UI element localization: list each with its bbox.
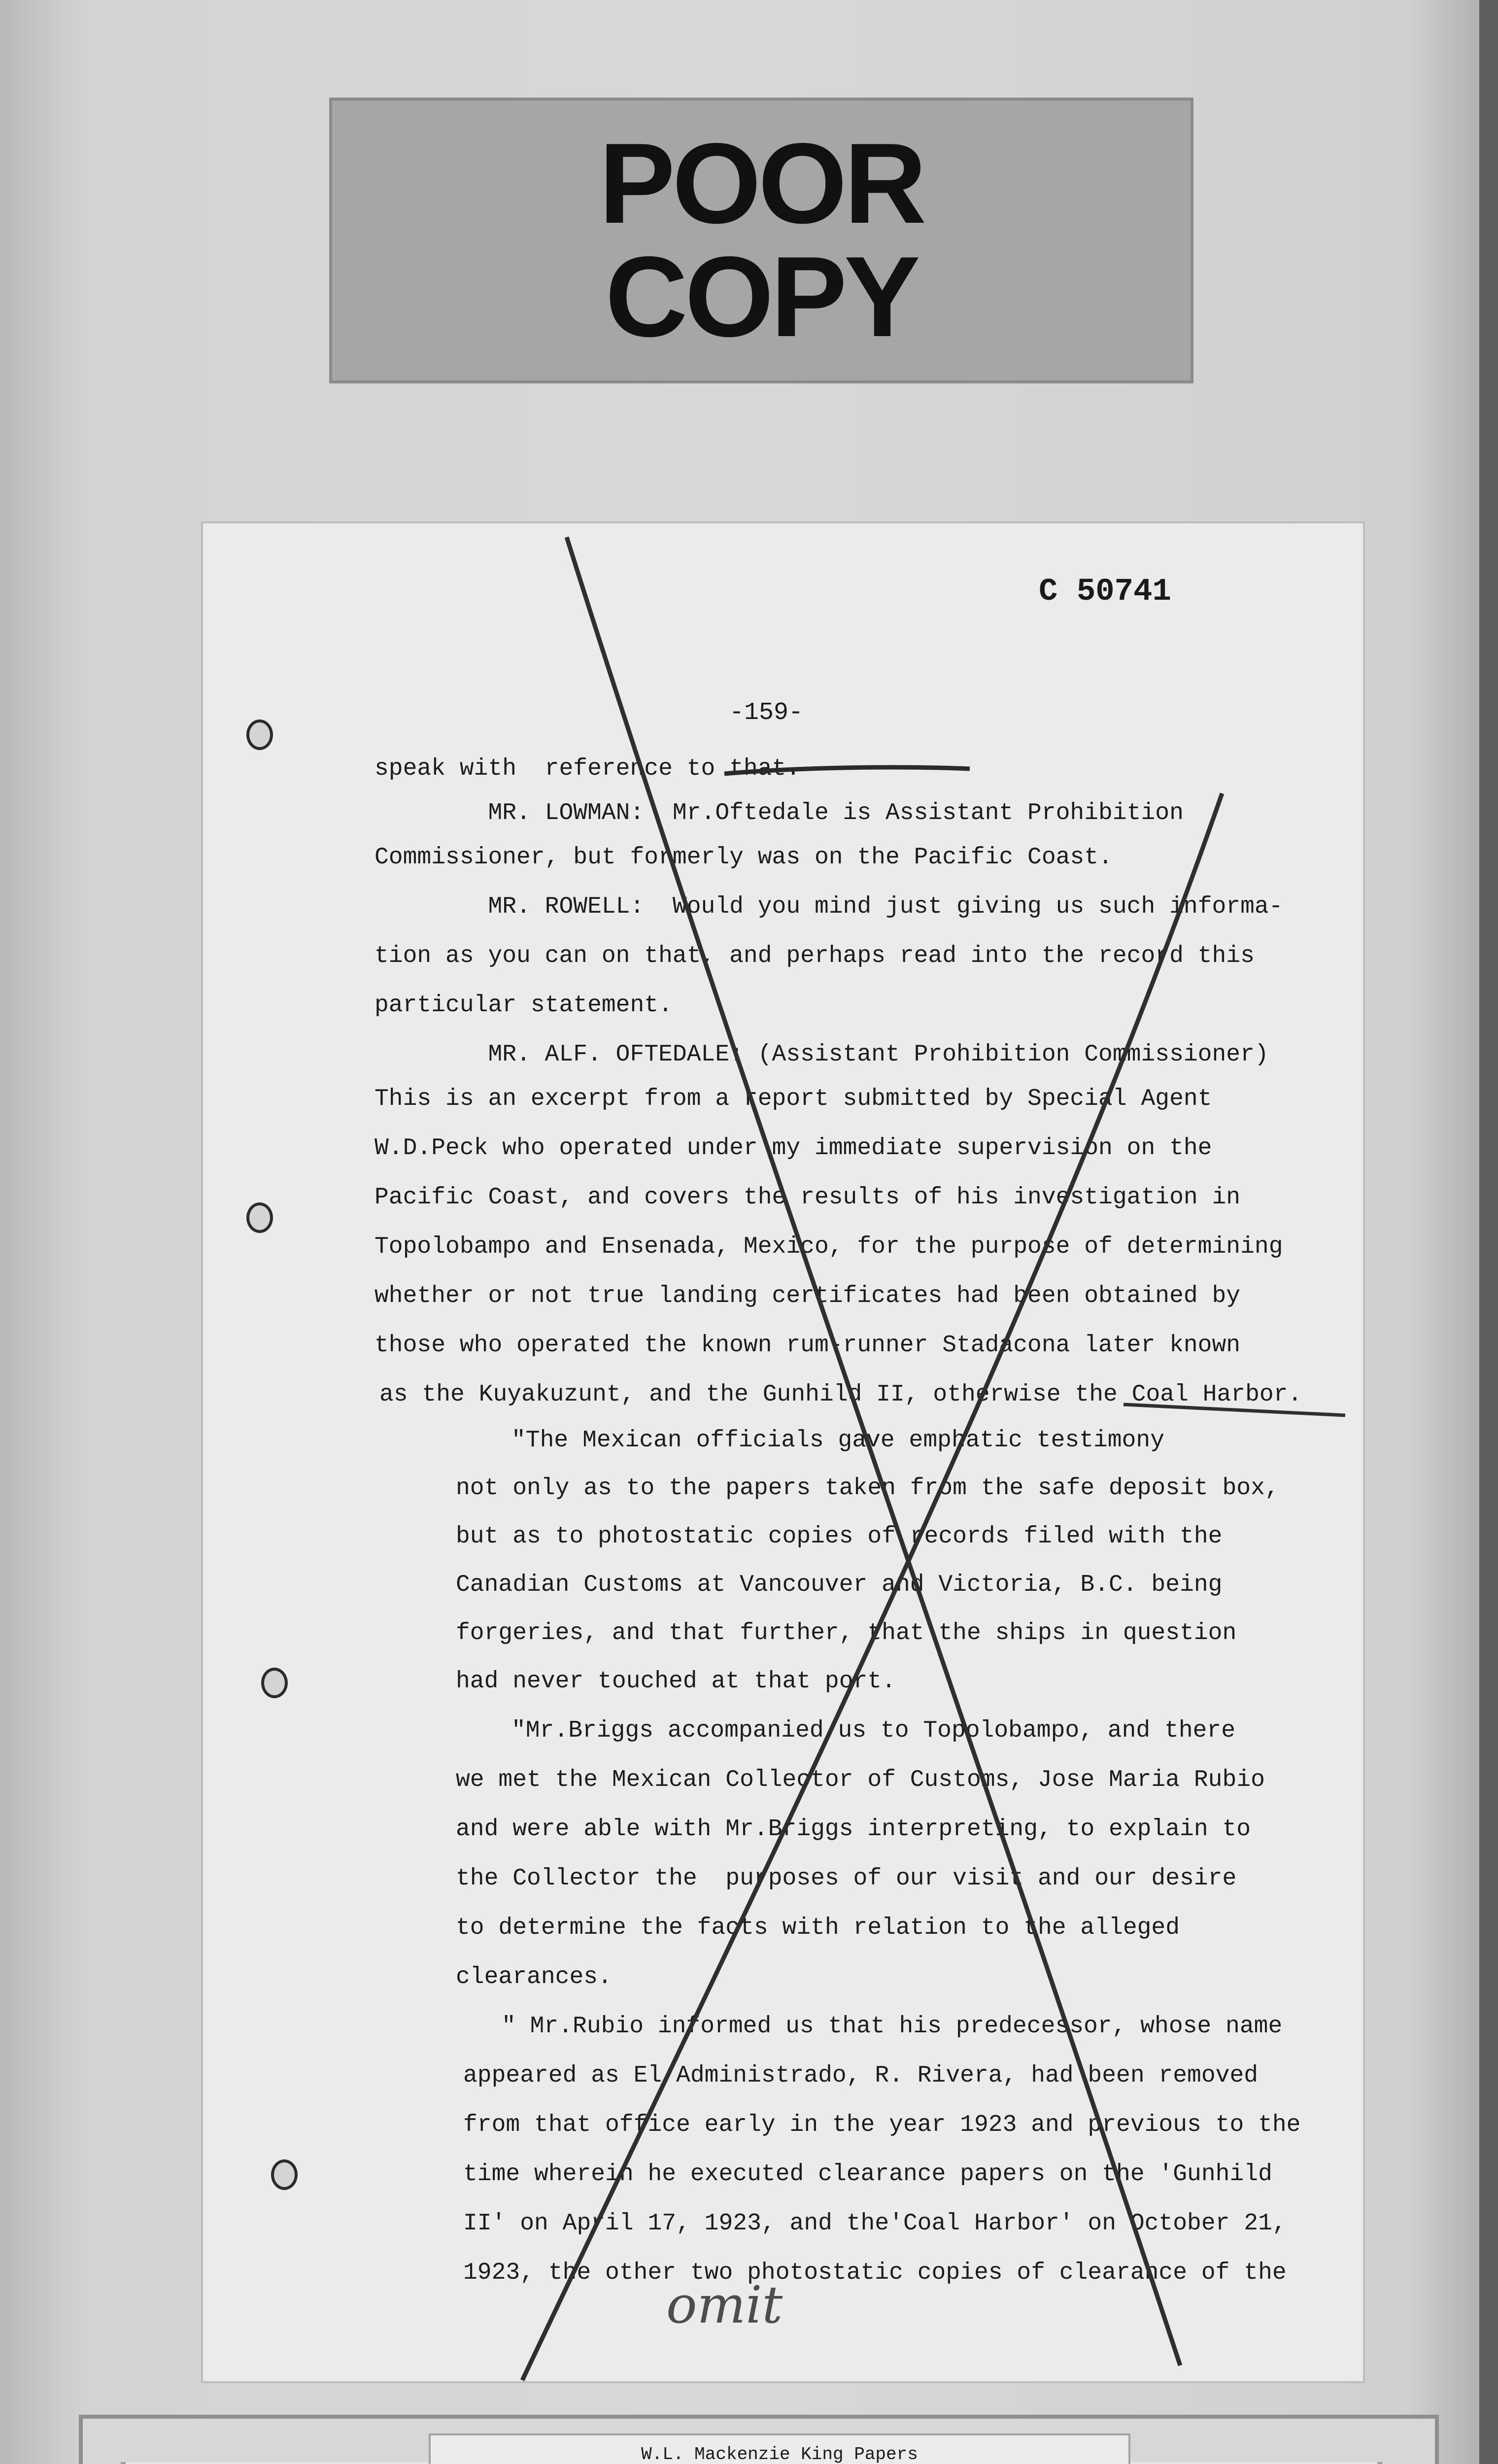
text-line: W.D.Peck who operated under my immediate supervision on the <box>374 1135 1212 1162</box>
page-number: -159- <box>729 699 804 727</box>
text-line: clearances. <box>456 1964 612 1990</box>
text-line: to determine the facts with relation to the alleged <box>456 1915 1180 1941</box>
text-line: II' on April 17, 1923, and the'Coal Harbor' on October 21, <box>463 2210 1287 2237</box>
text-line: Topolobampo and Ensenada, Mexico, for the purpose of determining <box>374 1233 1283 1260</box>
text-line: This is an excerpt from a report submitted by Special Agent <box>374 1086 1212 1112</box>
text-line: had never touched at that port. <box>456 1668 896 1695</box>
text-line: MR. LOWMAN: Mr.Oftedale is Assistant Prohibition <box>374 800 1184 826</box>
poor-copy-line-1: POOR <box>599 120 924 247</box>
collection-title: W.L. Mackenzie King Papers <box>641 2444 918 2464</box>
text-line: and were able with Mr.Briggs interpreting, to explain to <box>456 1816 1251 1843</box>
text-line: forgeries, and that further, that the ships in question <box>456 1620 1237 1646</box>
text-line: we met the Mexican Collector of Customs, Jose Maria Rubio <box>456 1767 1265 1793</box>
text-line: but as to photostatic copies of records filed with the <box>456 1523 1223 1550</box>
text-line: " Mr.Rubio informed us that his predecessor, whose name <box>502 2013 1283 2040</box>
poor-copy-line-2: COPY <box>605 233 918 361</box>
text-line: 1923, the other two photostatic copies of clearance of the <box>463 2259 1287 2286</box>
cross-stroke-2 <box>522 793 1222 2380</box>
underline-stroke <box>724 767 970 774</box>
text-line: Canadian Customs at Vancouver and Victoria, B.C. being <box>456 1572 1223 1598</box>
text-line: "Mr.Briggs accompanied us to Topolobampo, and there <box>511 1717 1236 1744</box>
text-line: tion as you can on that, and perhaps read into the record this <box>374 943 1255 969</box>
strike-stroke <box>1124 1404 1345 1415</box>
text-line: the Collector the purposes of our visit and our desire <box>456 1865 1237 1892</box>
text-line: as the Kuyakuzunt, and the Gunhild II, otherwise the Coal Harbor. <box>379 1381 1302 1408</box>
text-line: Pacific Coast, and covers the results of his investigation in <box>374 1184 1241 1211</box>
text-line: particular statement. <box>374 992 673 1019</box>
text-line: from that office early in the year 1923 and previous to the <box>463 2112 1301 2138</box>
text-line: MR. ALF. OFTEDALE: (Assistant Prohibition Commissioner) <box>374 1041 1269 1068</box>
text-line: those who operated the known rum-runner Stadacona later known <box>374 1332 1241 1359</box>
text-line: MR. ROWELL: Would you mind just giving us such informa- <box>374 893 1283 920</box>
text-line: "The Mexican officials gave emphatic testimony <box>511 1427 1165 1454</box>
text-line: time wherein he executed clearance papers on the 'Gunhild <box>463 2161 1272 2188</box>
text-line: whether or not true landing certificates had been obtained by <box>374 1283 1241 1309</box>
handwritten-omit-note: omit <box>666 2275 783 2335</box>
text-line: speak with reference to that. <box>374 755 801 782</box>
document-reference-number: C 50741 <box>1039 574 1171 610</box>
text-line: not only as to the papers taken from the safe deposit box, <box>456 1475 1279 1502</box>
text-line: appeared as El Administrado, R. Rivera, had been removed <box>463 2062 1259 2089</box>
text-line: Commissioner, but formerly was on the Pacific Coast. <box>374 844 1113 871</box>
collection-label <box>429 2433 1130 2464</box>
